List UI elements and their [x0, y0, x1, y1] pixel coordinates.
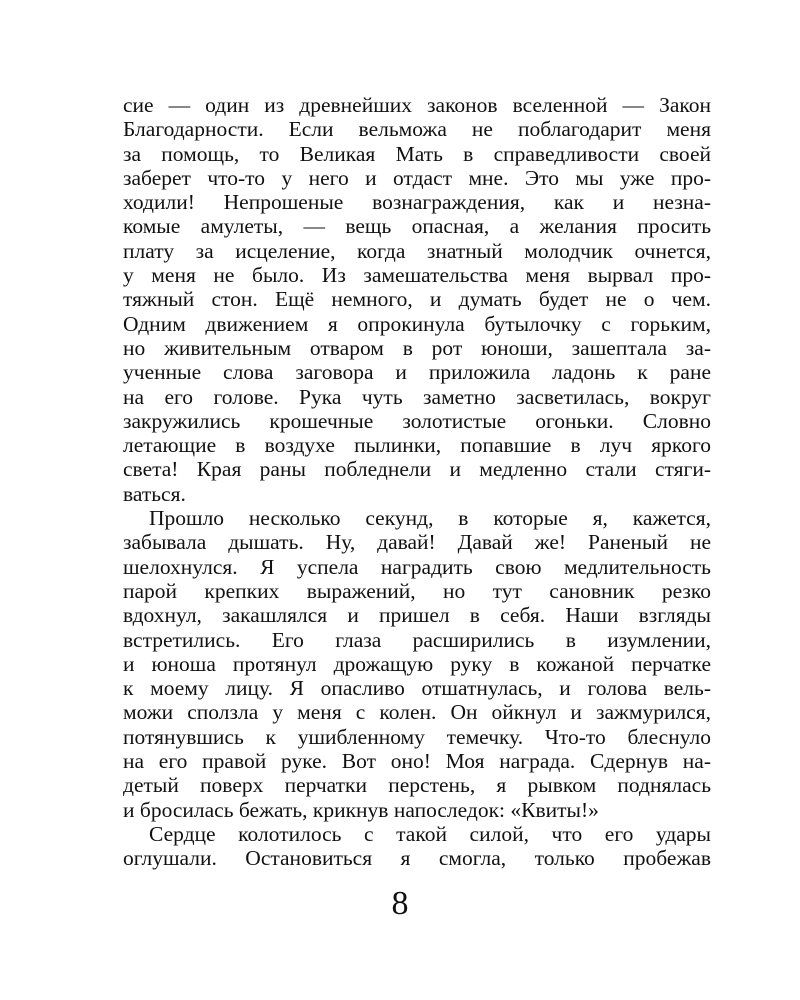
text-line: Одним движением я опрокинула бутылочку с горьким,	[123, 311, 711, 336]
text-line: плату за исцеление, когда знатный молодчик очнется,	[123, 238, 711, 263]
text-line: комые амулеты, — вещь опасная, а желания просить	[123, 214, 711, 239]
text-line: оглушали. Остановиться я смогла, только пробежав	[123, 846, 711, 871]
text-line: за помощь, то Великая Мать в справедливости своей	[123, 141, 711, 166]
text-line: Прошло несколько секунд, в которые я, кажется,	[149, 506, 711, 531]
text-line: на его голове. Рука чуть заметно засветилась, вокруг	[123, 384, 711, 409]
text-line: детый поверх перчатки перстень, я рывком поднялась	[123, 773, 711, 798]
text-line: ваться.	[123, 481, 186, 506]
text-line: ученные слова заговора и приложила ладонь к ране	[123, 360, 711, 385]
text-line: к моему лицу. Я опасливо отшатнулась, и голова вель-	[123, 676, 711, 701]
text-line: сие — один из древнейших законов вселенной — Закон	[123, 93, 711, 117]
text-line: вдохнул, закашлялся и пришел в себя. Наши взгляды	[123, 603, 711, 628]
text-line: шелохнулся. Я успела наградить свою медлительность	[123, 554, 711, 579]
page-number: 8	[391, 885, 409, 922]
text-line: Благодарности. Если вельможа не поблагодарит меня	[123, 117, 711, 142]
text-line: на его правой руке. Вот оно! Моя награда. Сдернув на-	[123, 749, 711, 774]
body-text	[123, 93, 711, 871]
text-line: встретились. Его глаза расширились в изумлении,	[123, 627, 711, 652]
text-line: летающие в воздухе пылинки, попавшие в луч яркого	[123, 433, 711, 458]
text-line: потянувшись к ушибленному темечку. Что-то блеснуло	[123, 724, 711, 749]
text-line: и юноша протянул дрожащую руку в кожаной перчатке	[123, 651, 711, 676]
text-line: забывала дышать. Ну, давай! Давай же! Раненый не	[123, 530, 711, 555]
text-line: можи сползла у меня с колен. Он ойкнул и зажмурился,	[123, 700, 711, 725]
text-line: парой крепких выражений, но тут сановник резко	[123, 578, 711, 603]
text-line: ходили! Непрошеные вознаграждения, как и незна-	[123, 190, 711, 215]
text-line: закружились крошечные золотистые огоньки. Словно	[123, 408, 711, 433]
text-line: света! Края раны побледнели и медленно стали стяги-	[123, 457, 711, 482]
text-line: тяжный стон. Ещё немного, и думать будет не о чем.	[123, 287, 711, 312]
text-line: и бросилась бежать, крикнув напоследок: «Квиты!»	[123, 797, 599, 822]
text-line: заберет что-то у него и отдаст мне. Это мы уже про-	[123, 165, 711, 190]
text-line: у меня не было. Из замешательства меня вырвал про-	[123, 263, 711, 288]
text-line: Сердце колотилось с такой силой, что его удары	[149, 821, 711, 846]
text-line: но живительным отваром в рот юноши, зашептала за-	[123, 335, 711, 360]
